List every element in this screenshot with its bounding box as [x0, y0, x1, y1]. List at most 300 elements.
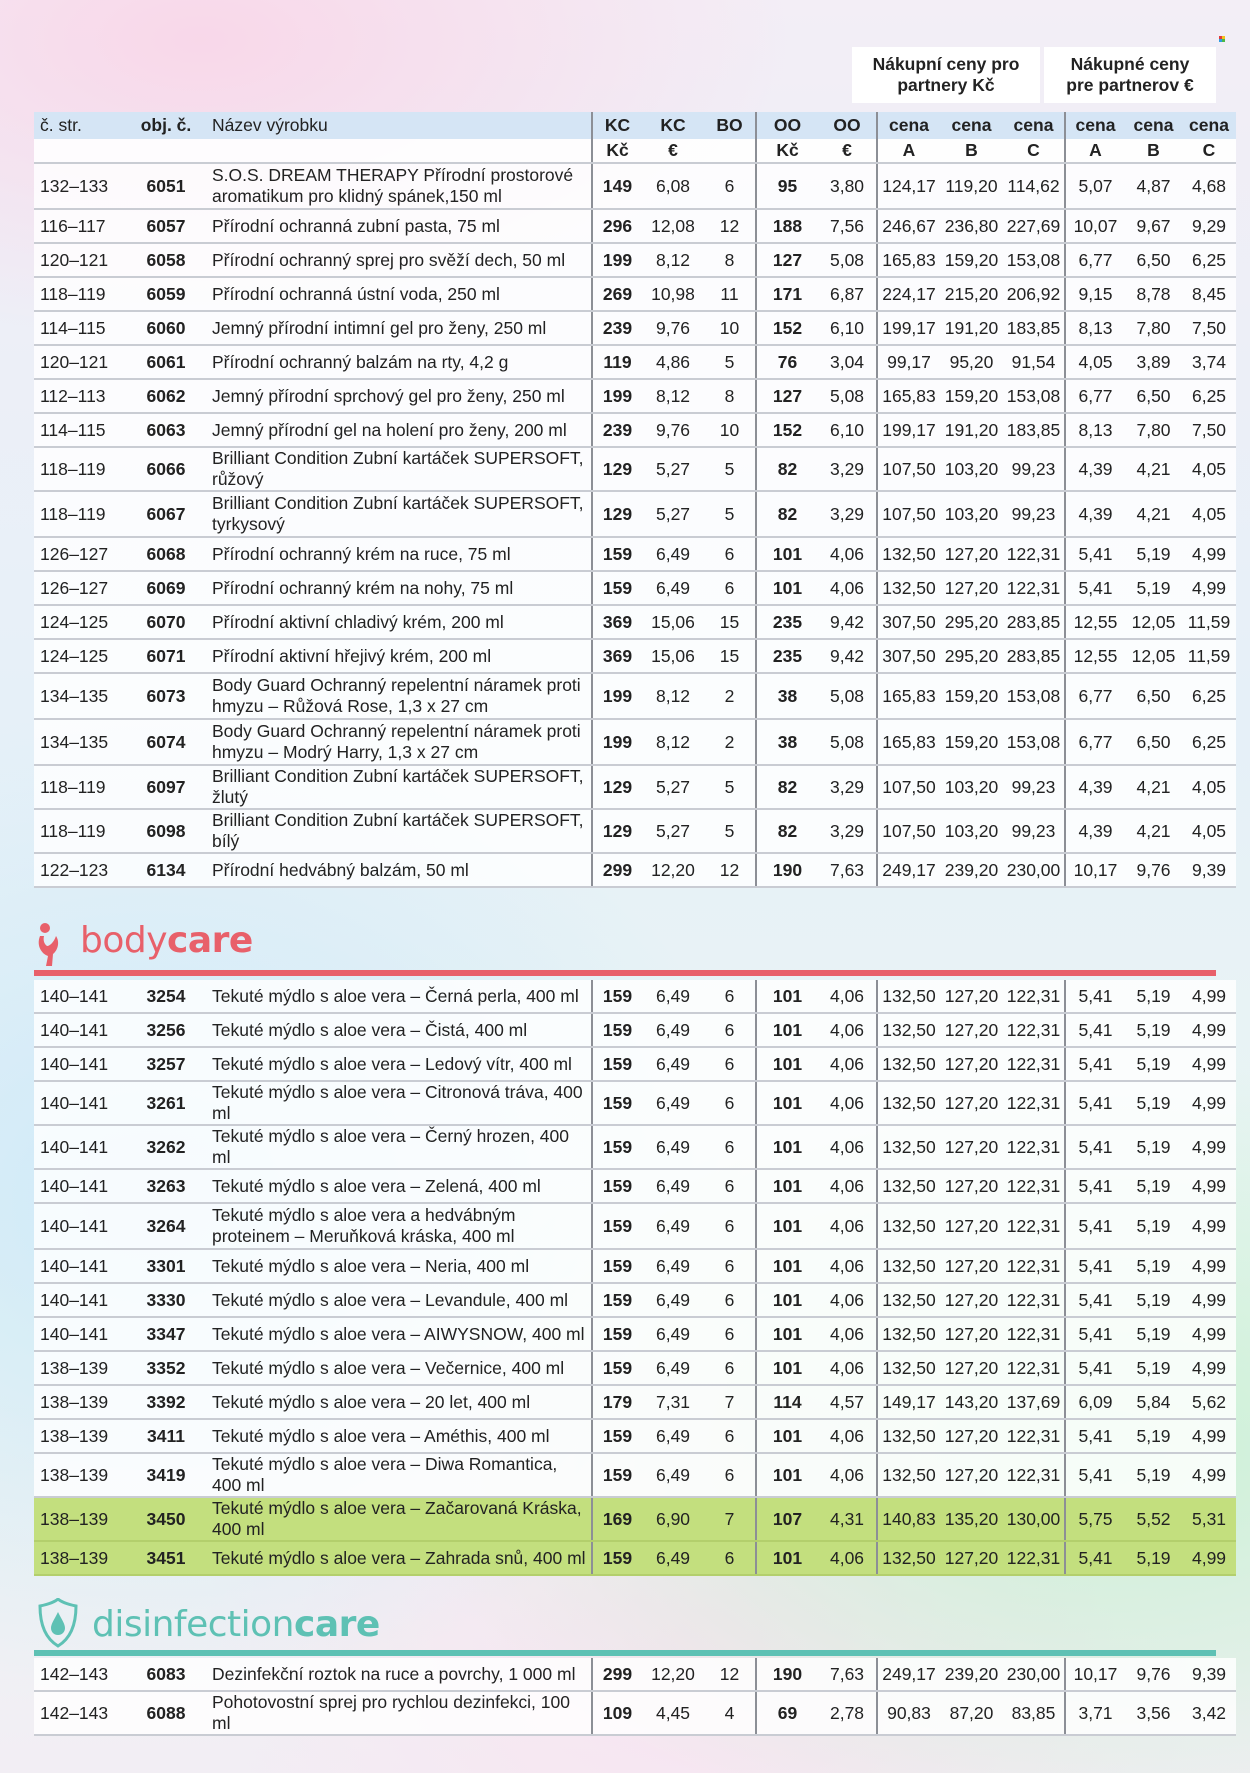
cell-name: Přírodní hedvábný balzám, 50 ml — [206, 853, 592, 887]
cell-page: 138–139 — [34, 1419, 126, 1453]
cell-c: 130,00 — [1003, 1497, 1065, 1541]
cell-ea: 8,13 — [1065, 311, 1125, 345]
cell-bo: 6 — [704, 1013, 756, 1047]
bodycare-table — [34, 980, 1227, 1576]
cell-page: 138–139 — [34, 1453, 126, 1497]
cell-page: 138–139 — [34, 1541, 126, 1575]
cell-b: 143,20 — [940, 1385, 1003, 1419]
table-row — [34, 491, 1236, 537]
cell-bo: 6 — [704, 1317, 756, 1351]
cell-a: 99,17 — [877, 345, 940, 379]
cell-page: 142–143 — [34, 1658, 126, 1691]
col-page: č. str. — [34, 112, 126, 139]
cell-b: 103,20 — [940, 809, 1003, 853]
cell-name: Brilliant Condition Zubní kartáček SUPERSOFT, růžový — [206, 447, 592, 491]
partner-header-eur: Nákupné ceny pre partnerov € — [1044, 47, 1216, 103]
cell-eb: 5,19 — [1125, 1047, 1182, 1081]
cell-eb: 5,19 — [1125, 1169, 1182, 1203]
col-cena-c: cena — [1003, 112, 1065, 139]
cell-ea: 5,41 — [1065, 1047, 1125, 1081]
cell-page: 114–115 — [34, 413, 126, 447]
cell-kc: 159 — [592, 1419, 642, 1453]
cell-oo: 82 — [756, 765, 818, 809]
cell-name: Pohotovostní sprej pro rychlou dezinfekci, 100 ml — [206, 1691, 592, 1735]
cell-b: 103,20 — [940, 491, 1003, 537]
cell-a: 149,17 — [877, 1385, 940, 1419]
cell-oo: 101 — [756, 1047, 818, 1081]
cell-oo: 82 — [756, 447, 818, 491]
cell-ec: 11,59 — [1182, 639, 1236, 673]
cell-ooe: 9,42 — [818, 605, 877, 639]
cell-b: 127,20 — [940, 1541, 1003, 1575]
cell-a: 224,17 — [877, 277, 940, 311]
cell-oo: 188 — [756, 209, 818, 243]
cell-eb: 4,21 — [1125, 447, 1182, 491]
cell-page: 118–119 — [34, 809, 126, 853]
cell-ec: 4,99 — [1182, 1453, 1236, 1497]
table-row — [34, 719, 1236, 765]
cell-a: 132,50 — [877, 1419, 940, 1453]
cell-ec: 4,99 — [1182, 1249, 1236, 1283]
cell-kc: 159 — [592, 1453, 642, 1497]
cell-c: 206,92 — [1003, 277, 1065, 311]
cell-c: 230,00 — [1003, 853, 1065, 887]
cell-ec: 4,99 — [1182, 1351, 1236, 1385]
cell-bo: 5 — [704, 491, 756, 537]
cell-name: Tekuté mýdlo s aloe vera – Améthis, 400 ml — [206, 1419, 592, 1453]
cell-b: 127,20 — [940, 571, 1003, 605]
cell-ea: 5,41 — [1065, 1169, 1125, 1203]
cell-page: 140–141 — [34, 980, 126, 1013]
cell-a: 132,50 — [877, 1283, 940, 1317]
cell-oo: 82 — [756, 491, 818, 537]
cell-a: 132,50 — [877, 1203, 940, 1249]
cell-ea: 10,17 — [1065, 853, 1125, 887]
cell-code: 6066 — [126, 447, 206, 491]
cell-ea: 5,41 — [1065, 980, 1125, 1013]
cell-eb: 5,19 — [1125, 537, 1182, 571]
cell-page: 140–141 — [34, 1169, 126, 1203]
cell-oo: 190 — [756, 1658, 818, 1691]
cell-kce: 4,45 — [642, 1691, 704, 1735]
cell-ea: 3,71 — [1065, 1691, 1125, 1735]
cell-kce: 8,12 — [642, 379, 704, 413]
cell-a: 90,83 — [877, 1691, 940, 1735]
cell-ooe: 5,08 — [818, 673, 877, 719]
cell-kce: 6,49 — [642, 1283, 704, 1317]
cell-ea: 12,55 — [1065, 639, 1125, 673]
cell-eb: 5,19 — [1125, 1317, 1182, 1351]
cell-oo: 152 — [756, 413, 818, 447]
cell-page: 140–141 — [34, 1081, 126, 1125]
cell-ec: 6,25 — [1182, 719, 1236, 765]
cell-code: 6074 — [126, 719, 206, 765]
cell-kc: 159 — [592, 1283, 642, 1317]
table-row — [34, 243, 1236, 277]
cell-kc: 159 — [592, 537, 642, 571]
cell-oo: 38 — [756, 673, 818, 719]
cell-a: 140,83 — [877, 1497, 940, 1541]
table-row — [34, 209, 1236, 243]
cell-name: Tekuté mýdlo s aloe vera – Zahrada snů, 400 ml — [206, 1541, 592, 1575]
cell-eb: 6,50 — [1125, 243, 1182, 277]
cell-ea: 5,41 — [1065, 537, 1125, 571]
cell-kce: 9,76 — [642, 413, 704, 447]
cell-ooe: 4,06 — [818, 1013, 877, 1047]
cell-kc: 369 — [592, 605, 642, 639]
cell-bo: 6 — [704, 1541, 756, 1575]
cell-page: 142–143 — [34, 1691, 126, 1735]
cell-ec: 4,05 — [1182, 765, 1236, 809]
cell-kc: 159 — [592, 1541, 642, 1575]
cell-ec: 6,25 — [1182, 243, 1236, 277]
cell-c: 137,69 — [1003, 1385, 1065, 1419]
cell-oo: 101 — [756, 1081, 818, 1125]
cell-c: 122,31 — [1003, 1541, 1065, 1575]
cell-kce: 6,49 — [642, 571, 704, 605]
cell-c: 122,31 — [1003, 1419, 1065, 1453]
cell-c: 122,31 — [1003, 1203, 1065, 1249]
cell-bo: 5 — [704, 809, 756, 853]
table-row — [34, 1081, 1236, 1125]
cell-a: 107,50 — [877, 491, 940, 537]
cell-eb: 5,19 — [1125, 1125, 1182, 1169]
cell-name: Tekuté mýdlo s aloe vera – Černý hrozen, 400 ml — [206, 1125, 592, 1169]
table-row — [34, 1203, 1236, 1249]
cell-ea: 5,41 — [1065, 1419, 1125, 1453]
cell-name: Tekuté mýdlo s aloe vera – Diwa Romantica, 400 ml — [206, 1453, 592, 1497]
cell-b: 191,20 — [940, 311, 1003, 345]
cell-page: 132–133 — [34, 163, 126, 209]
cell-ec: 4,99 — [1182, 1013, 1236, 1047]
cell-page: 138–139 — [34, 1385, 126, 1419]
cell-oo: 38 — [756, 719, 818, 765]
cell-eb: 7,80 — [1125, 413, 1182, 447]
cell-kc: 159 — [592, 1013, 642, 1047]
cell-eb: 5,19 — [1125, 1203, 1182, 1249]
cell-eb: 9,76 — [1125, 853, 1182, 887]
cell-code: 6063 — [126, 413, 206, 447]
table-row — [34, 1658, 1236, 1691]
cell-kce: 12,20 — [642, 1658, 704, 1691]
cell-b: 95,20 — [940, 345, 1003, 379]
table-row — [34, 1419, 1236, 1453]
cell-b: 119,20 — [940, 163, 1003, 209]
cell-oo: 76 — [756, 345, 818, 379]
cell-name: Tekuté mýdlo s aloe vera – Začarovaná Kráska, 400 ml — [206, 1497, 592, 1541]
cell-kc: 199 — [592, 719, 642, 765]
cell-kce: 6,49 — [642, 537, 704, 571]
cell-bo: 5 — [704, 447, 756, 491]
cell-eb: 5,19 — [1125, 1249, 1182, 1283]
cell-a: 249,17 — [877, 853, 940, 887]
table-row — [34, 345, 1236, 379]
cell-code: 6062 — [126, 379, 206, 413]
cell-ooe: 4,06 — [818, 1047, 877, 1081]
cell-page: 138–139 — [34, 1497, 126, 1541]
cell-name: Tekuté mýdlo s aloe vera – Levandule, 400 ml — [206, 1283, 592, 1317]
cell-oo: 101 — [756, 1013, 818, 1047]
cell-a: 165,83 — [877, 719, 940, 765]
cell-oo: 127 — [756, 379, 818, 413]
cell-ooe: 4,57 — [818, 1385, 877, 1419]
cell-b: 127,20 — [940, 537, 1003, 571]
table-row — [34, 1385, 1236, 1419]
cell-name: Přírodní ochranný sprej pro svěží dech, 50 ml — [206, 243, 592, 277]
cell-kce: 15,06 — [642, 639, 704, 673]
table-row — [34, 447, 1236, 491]
cell-name: Přírodní ochranný krém na ruce, 75 ml — [206, 537, 592, 571]
cell-kce: 6,49 — [642, 1169, 704, 1203]
cell-ooe: 4,06 — [818, 1351, 877, 1385]
cell-bo: 6 — [704, 571, 756, 605]
cell-ea: 5,07 — [1065, 163, 1125, 209]
cell-code: 3411 — [126, 1419, 206, 1453]
cell-bo: 15 — [704, 639, 756, 673]
cell-code: 3330 — [126, 1283, 206, 1317]
table-row — [34, 605, 1236, 639]
cell-bo: 12 — [704, 853, 756, 887]
cell-kc: 239 — [592, 413, 642, 447]
cell-ea: 6,77 — [1065, 673, 1125, 719]
cell-kc: 119 — [592, 345, 642, 379]
cell-bo: 7 — [704, 1385, 756, 1419]
cell-kce: 6,49 — [642, 1013, 704, 1047]
cell-page: 126–127 — [34, 537, 126, 571]
cell-code: 6088 — [126, 1691, 206, 1735]
cell-b: 236,80 — [940, 209, 1003, 243]
cell-ooe: 4,31 — [818, 1497, 877, 1541]
cell-ec: 4,99 — [1182, 1203, 1236, 1249]
cell-c: 153,08 — [1003, 673, 1065, 719]
cell-c: 91,54 — [1003, 345, 1065, 379]
cell-oo: 82 — [756, 809, 818, 853]
cell-b: 127,20 — [940, 1317, 1003, 1351]
cell-b: 127,20 — [940, 1249, 1003, 1283]
cell-ec: 4,99 — [1182, 1047, 1236, 1081]
cell-ec: 4,68 — [1182, 163, 1236, 209]
table-row — [34, 673, 1236, 719]
cell-ooe: 4,06 — [818, 1541, 877, 1575]
cell-ooe: 4,06 — [818, 1249, 877, 1283]
cell-ec: 4,99 — [1182, 1125, 1236, 1169]
cell-a: 132,50 — [877, 1081, 940, 1125]
sub-b: B — [940, 139, 1003, 163]
cell-name: Jemný přírodní sprchový gel pro ženy, 250 ml — [206, 379, 592, 413]
cell-page: 118–119 — [34, 277, 126, 311]
cell-a: 132,50 — [877, 1169, 940, 1203]
table-row — [34, 1691, 1236, 1735]
cell-page: 124–125 — [34, 639, 126, 673]
cell-name: Body Guard Ochranný repelentní náramek proti hmyzu – Růžová Rose, 1,3 x 27 cm — [206, 673, 592, 719]
cell-eb: 6,50 — [1125, 379, 1182, 413]
cell-bo: 8 — [704, 379, 756, 413]
table-row — [34, 163, 1236, 209]
cell-c: 122,31 — [1003, 1283, 1065, 1317]
cell-code: 6134 — [126, 853, 206, 887]
cell-page: 118–119 — [34, 447, 126, 491]
cell-ooe: 4,06 — [818, 1419, 877, 1453]
cell-name: Brilliant Condition Zubní kartáček SUPERSOFT, bílý — [206, 809, 592, 853]
table-row — [34, 571, 1236, 605]
cell-bo: 6 — [704, 163, 756, 209]
cell-kce: 15,06 — [642, 605, 704, 639]
cell-c: 122,31 — [1003, 1081, 1065, 1125]
cell-bo: 6 — [704, 1351, 756, 1385]
cell-name: Tekuté mýdlo s aloe vera – Černá perla, 400 ml — [206, 980, 592, 1013]
cell-ooe: 7,63 — [818, 853, 877, 887]
cell-b: 127,20 — [940, 980, 1003, 1013]
cell-ea: 5,41 — [1065, 1351, 1125, 1385]
cell-code: 6058 — [126, 243, 206, 277]
cell-ec: 11,59 — [1182, 605, 1236, 639]
cell-kce: 12,20 — [642, 853, 704, 887]
cell-ea: 4,05 — [1065, 345, 1125, 379]
cell-kce: 5,27 — [642, 765, 704, 809]
cell-ea: 9,15 — [1065, 277, 1125, 311]
cell-c: 183,85 — [1003, 413, 1065, 447]
cell-bo: 5 — [704, 765, 756, 809]
cell-eb: 9,67 — [1125, 209, 1182, 243]
cell-page: 120–121 — [34, 243, 126, 277]
cell-b: 127,20 — [940, 1351, 1003, 1385]
cell-c: 122,31 — [1003, 1453, 1065, 1497]
header-row — [34, 112, 1236, 139]
cell-kc: 199 — [592, 673, 642, 719]
cell-code: 3450 — [126, 1497, 206, 1541]
cell-ec: 9,29 — [1182, 209, 1236, 243]
cell-bo: 11 — [704, 277, 756, 311]
cell-kce: 8,12 — [642, 243, 704, 277]
cell-ea: 5,41 — [1065, 1081, 1125, 1125]
cell-eb: 5,19 — [1125, 1283, 1182, 1317]
table-row — [34, 765, 1236, 809]
cell-kc: 239 — [592, 311, 642, 345]
cell-ec: 4,05 — [1182, 447, 1236, 491]
cell-ooe: 4,06 — [818, 980, 877, 1013]
cell-kc: 129 — [592, 809, 642, 853]
cell-kce: 6,49 — [642, 1047, 704, 1081]
cell-b: 191,20 — [940, 413, 1003, 447]
cell-bo: 6 — [704, 1249, 756, 1283]
cell-eb: 4,21 — [1125, 765, 1182, 809]
cell-name: Brilliant Condition Zubní kartáček SUPERSOFT, tyrkysový — [206, 491, 592, 537]
cell-bo: 6 — [704, 537, 756, 571]
cell-code: 3262 — [126, 1125, 206, 1169]
cell-name: Přírodní ochranný balzám na rty, 4,2 g — [206, 345, 592, 379]
table-row — [34, 853, 1236, 887]
cell-ooe: 7,63 — [818, 1658, 877, 1691]
cell-c: 99,23 — [1003, 491, 1065, 537]
cell-bo: 15 — [704, 605, 756, 639]
cell-code: 6061 — [126, 345, 206, 379]
cell-page: 140–141 — [34, 1125, 126, 1169]
col-cena-a: cena — [877, 112, 940, 139]
cell-ec: 4,99 — [1182, 980, 1236, 1013]
cell-code: 3263 — [126, 1169, 206, 1203]
cell-page: 140–141 — [34, 1203, 126, 1249]
cell-bo: 6 — [704, 1047, 756, 1081]
cell-ooe: 3,29 — [818, 809, 877, 853]
cell-name: S.O.S. DREAM THERAPY Přírodní prostorové aromatikum pro klidný spánek,150 ml — [206, 163, 592, 209]
cell-c: 227,69 — [1003, 209, 1065, 243]
cell-b: 215,20 — [940, 277, 1003, 311]
cell-page: 140–141 — [34, 1317, 126, 1351]
cell-a: 165,83 — [877, 673, 940, 719]
cell-c: 122,31 — [1003, 1013, 1065, 1047]
table-row — [34, 1125, 1236, 1169]
table-row — [34, 1351, 1236, 1385]
cell-ea: 10,07 — [1065, 209, 1125, 243]
cell-b: 239,20 — [940, 1658, 1003, 1691]
cell-name: Přírodní ochranný krém na nohy, 75 ml — [206, 571, 592, 605]
cell-b: 159,20 — [940, 673, 1003, 719]
cell-b: 127,20 — [940, 1013, 1003, 1047]
col-bo: BO — [704, 112, 756, 139]
cell-b: 159,20 — [940, 719, 1003, 765]
cell-kc: 149 — [592, 163, 642, 209]
cell-page: 140–141 — [34, 1283, 126, 1317]
cell-a: 132,50 — [877, 537, 940, 571]
cell-eb: 5,19 — [1125, 1541, 1182, 1575]
cell-name: Tekuté mýdlo s aloe vera – AIWYSNOW, 400 ml — [206, 1317, 592, 1351]
cell-code: 6067 — [126, 491, 206, 537]
sub-oo-eur: € — [818, 139, 877, 163]
cell-kc: 199 — [592, 243, 642, 277]
sub-ec: C — [1182, 139, 1236, 163]
col-code: obj. č. — [126, 112, 206, 139]
table-row — [34, 311, 1236, 345]
cell-ea: 5,41 — [1065, 1249, 1125, 1283]
cell-oo: 101 — [756, 980, 818, 1013]
cell-ea: 5,75 — [1065, 1497, 1125, 1541]
cell-kc: 269 — [592, 277, 642, 311]
sub-ea: A — [1065, 139, 1125, 163]
cell-kc: 299 — [592, 1658, 642, 1691]
cell-page: 134–135 — [34, 719, 126, 765]
cell-ec: 4,99 — [1182, 1419, 1236, 1453]
sub-kc: Kč — [592, 139, 642, 163]
cell-c: 122,31 — [1003, 537, 1065, 571]
cell-c: 99,23 — [1003, 765, 1065, 809]
cell-ec: 4,05 — [1182, 491, 1236, 537]
cell-a: 132,50 — [877, 1351, 940, 1385]
cell-code: 6070 — [126, 605, 206, 639]
cell-ea: 5,41 — [1065, 1453, 1125, 1497]
table-row — [34, 1541, 1236, 1575]
col-oo: OO — [756, 112, 818, 139]
cell-page: 126–127 — [34, 571, 126, 605]
col-cena-ec: cena — [1182, 112, 1236, 139]
cell-ec: 6,25 — [1182, 673, 1236, 719]
cell-b: 127,20 — [940, 1081, 1003, 1125]
cell-bo: 12 — [704, 1658, 756, 1691]
cell-kc: 159 — [592, 1249, 642, 1283]
cell-a: 307,50 — [877, 605, 940, 639]
cell-oo: 235 — [756, 639, 818, 673]
cell-bo: 7 — [704, 1497, 756, 1541]
cell-kc: 159 — [592, 1351, 642, 1385]
cell-ooe: 4,06 — [818, 1283, 877, 1317]
cell-b: 295,20 — [940, 639, 1003, 673]
cell-ea: 6,77 — [1065, 719, 1125, 765]
cell-a: 165,83 — [877, 379, 940, 413]
cell-b: 127,20 — [940, 1125, 1003, 1169]
cell-c: 153,08 — [1003, 243, 1065, 277]
cell-page: 140–141 — [34, 1013, 126, 1047]
cell-page: 134–135 — [34, 673, 126, 719]
cell-oo: 101 — [756, 1453, 818, 1497]
